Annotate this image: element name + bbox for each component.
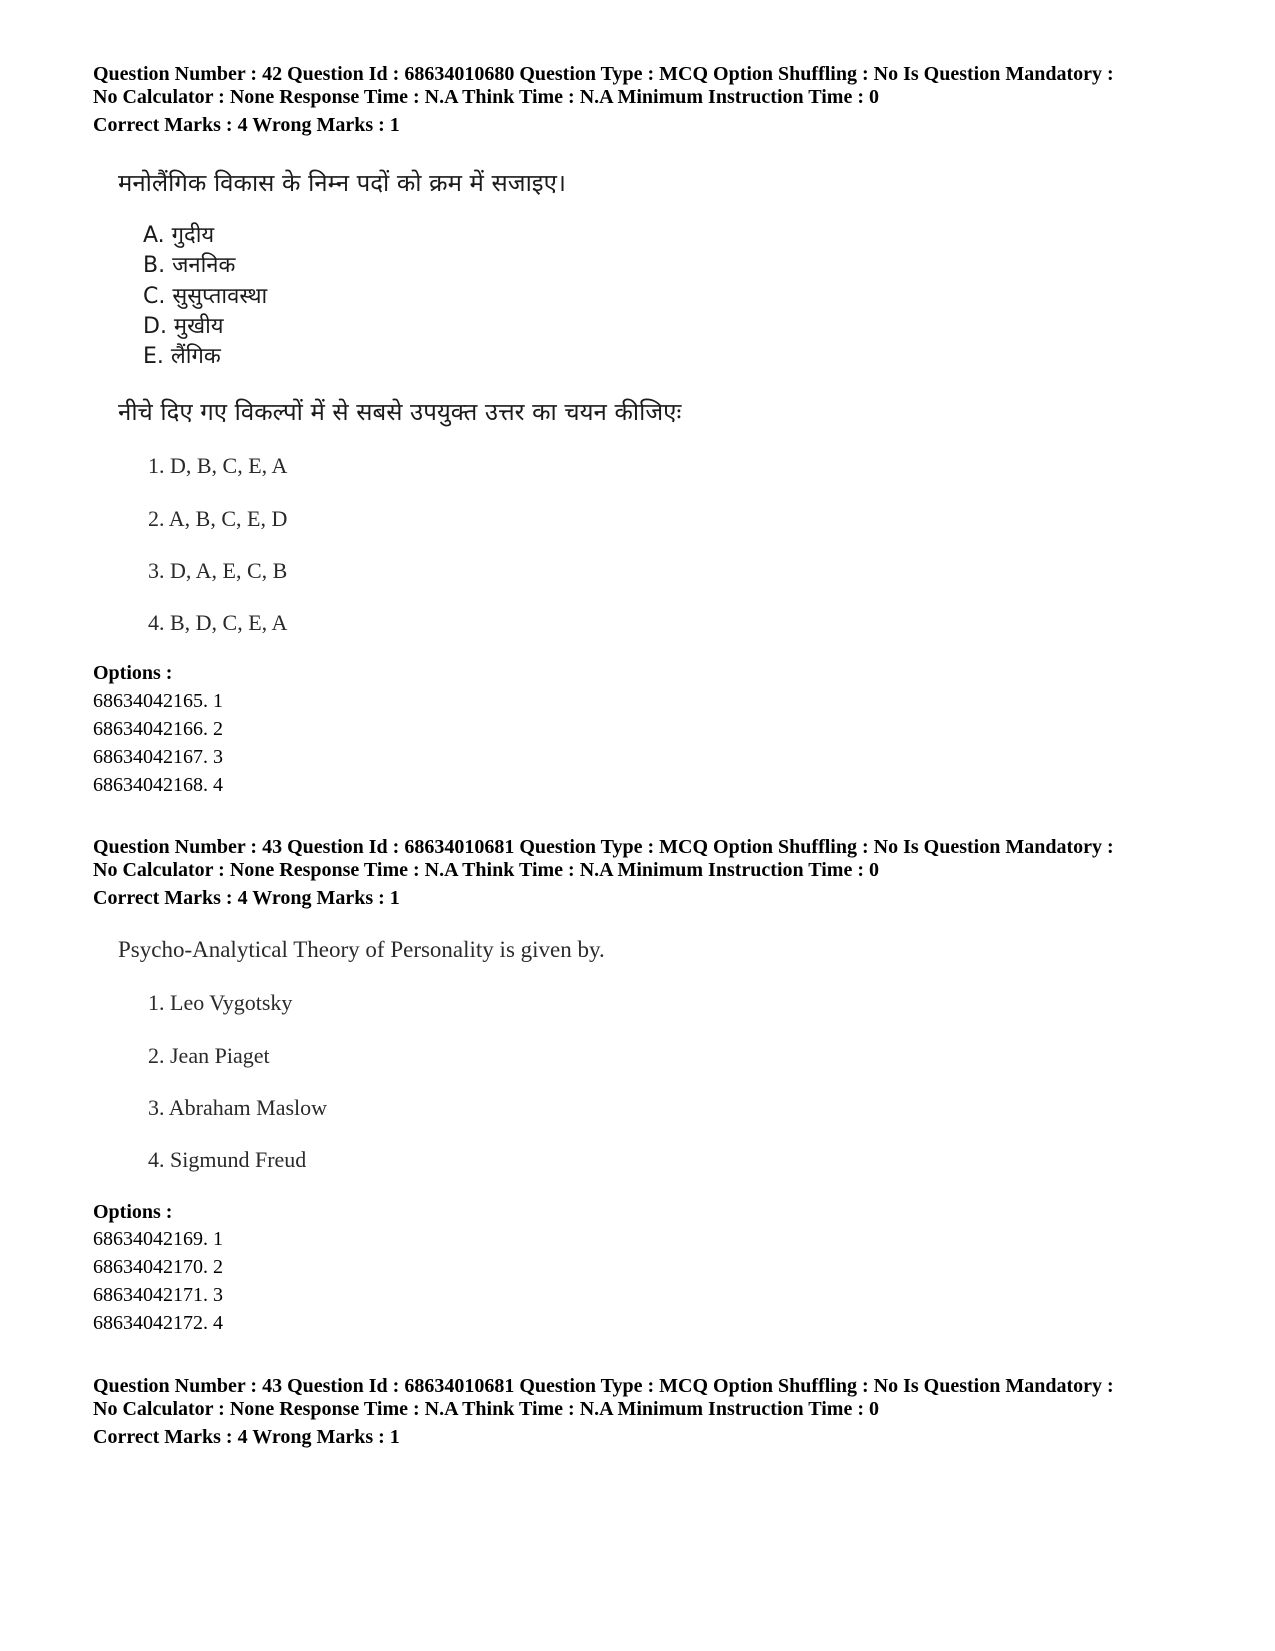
sequence-item-c: C. सुसुप्तावस्था <box>143 284 268 309</box>
option-id-line: 68634042171. 3 <box>93 1284 223 1306</box>
answer-choice-4: 4. Sigmund Freud <box>148 1147 307 1172</box>
option-id-line: 68634042170. 2 <box>93 1256 223 1278</box>
answer-choice-3: 3. D, A, E, C, B <box>148 558 288 583</box>
question-marks: Correct Marks : 4 Wrong Marks : 1 <box>93 114 400 136</box>
question-meta-line1: Question Number : 42 Question Id : 68634010680 Question Type : MCQ Option Shuffling : No Is Question Mandatory : <box>93 63 1114 85</box>
option-id-line: 68634042165. 1 <box>93 690 223 712</box>
question-meta-line2: No Calculator : None Response Time : N.A Think Time : N.A Minimum Instruction Time : 0 <box>93 1398 879 1420</box>
question-text: मनोलैंगिक विकास के निम्न पदों को क्रम में सजाइए। <box>118 169 566 197</box>
sequence-item-e: E. लैंगिक <box>143 344 221 369</box>
answer-choice-3: 3. Abraham Maslow <box>148 1095 328 1120</box>
question-meta-line2: No Calculator : None Response Time : N.A Think Time : N.A Minimum Instruction Time : 0 <box>93 859 879 881</box>
question-meta-line1: Question Number : 43 Question Id : 68634010681 Question Type : MCQ Option Shuffling : No Is Question Mandatory : <box>93 1375 1114 1397</box>
answer-choice-1: 1. D, B, C, E, A <box>148 453 288 478</box>
question-marks: Correct Marks : 4 Wrong Marks : 1 <box>93 887 400 909</box>
question-marks: Correct Marks : 4 Wrong Marks : 1 <box>93 1426 400 1448</box>
option-id-line: 68634042168. 4 <box>93 774 223 796</box>
answer-choice-1: 1. Leo Vygotsky <box>148 990 293 1015</box>
sequence-item-d: D. मुखीय <box>143 314 224 339</box>
option-id-line: 68634042167. 3 <box>93 746 223 768</box>
question-meta-line2: No Calculator : None Response Time : N.A Think Time : N.A Minimum Instruction Time : 0 <box>93 86 879 108</box>
sequence-item-a: A. गुदीय <box>143 223 215 248</box>
option-id-line: 68634042172. 4 <box>93 1312 223 1334</box>
options-heading: Options : <box>93 1201 173 1223</box>
option-id-line: 68634042169. 1 <box>93 1228 223 1250</box>
answer-choice-2: 2. Jean Piaget <box>148 1043 270 1068</box>
sequence-item-b: B. जननिक <box>143 253 236 278</box>
question-meta-line1: Question Number : 43 Question Id : 68634010681 Question Type : MCQ Option Shuffling : No Is Question Mandatory : <box>93 836 1114 858</box>
question-text: Psycho-Analytical Theory of Personality is given by. <box>118 937 605 962</box>
answer-choice-2: 2. A, B, C, E, D <box>148 506 288 531</box>
answer-choice-4: 4. B, D, C, E, A <box>148 610 288 635</box>
option-id-line: 68634042166. 2 <box>93 718 223 740</box>
question-instruction: नीचे दिए गए विकल्पों में से सबसे उपयुक्त उत्तर का चयन कीजिएः <box>118 398 682 426</box>
options-heading: Options : <box>93 662 173 684</box>
